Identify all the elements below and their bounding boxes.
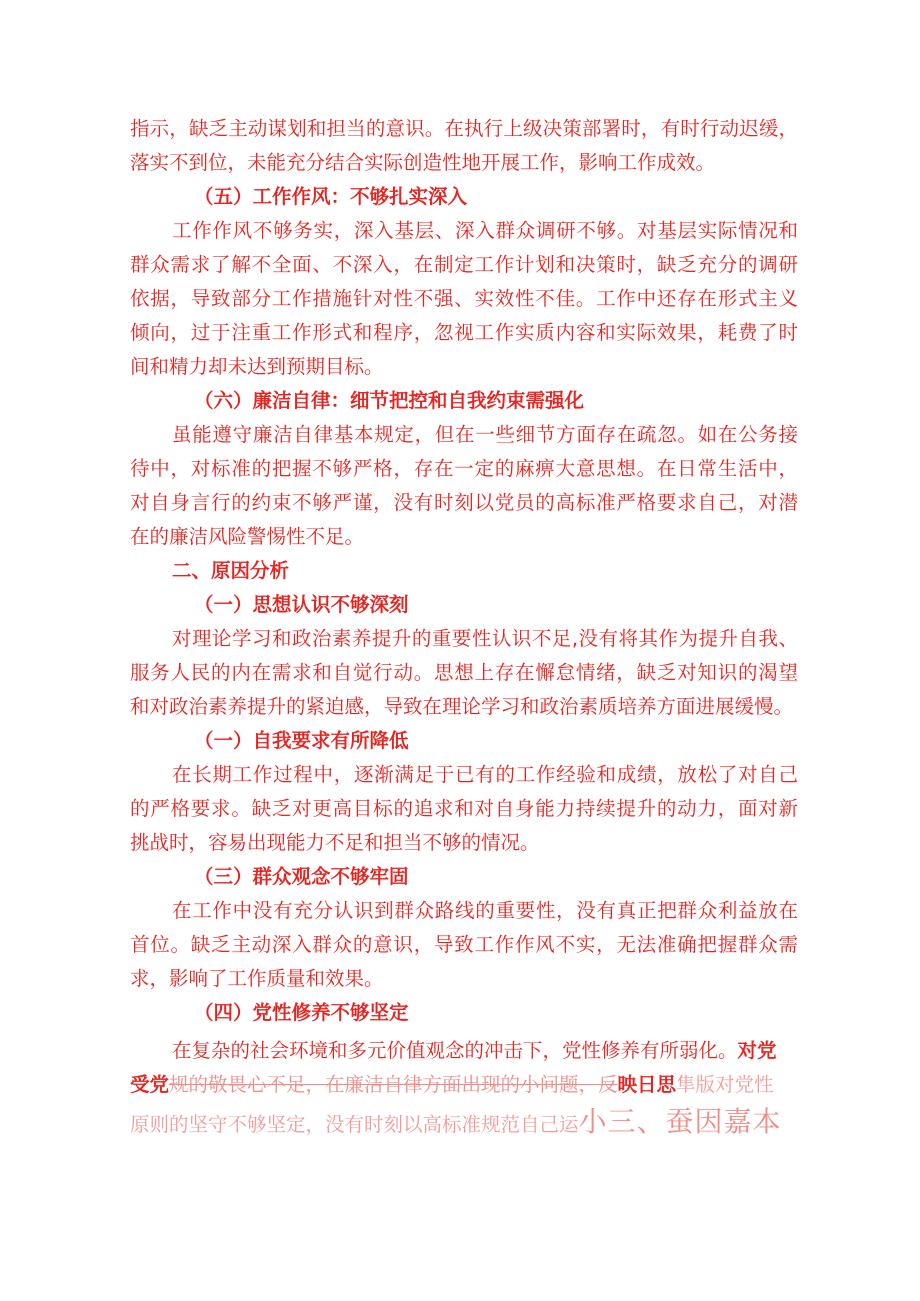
paragraph [130,1034,798,1142]
text-line: 虽能遵守廉洁自律基本规定，但在一些细节方面存在疏忽。如在公务接 [172,423,798,446]
part-heading: 二、原因分析 [172,559,290,582]
document-body [130,112,798,1142]
paragraph [130,622,798,724]
text-line: 在长期工作过程中，逐渐满足于已有的工作经验和成绩，放松了对自己 [172,763,798,786]
section-heading-5: （五）工作作风：不够扎实深入 [194,185,468,208]
paragraph [130,418,798,554]
text-line: 工作作风不够务实，深入基层、深入群众调研不够。对基层实际情况和 [172,219,798,242]
cause-heading-4: （四）党性修养不够坚定 [194,1001,409,1024]
text-run-large: 小三、蚕因嘉本 [578,1105,782,1138]
paragraph [130,112,798,180]
text-run-struck: 规的敬畏心不足，在廉洁自律方面出现的小问题，反 [169,1073,618,1096]
cause-heading-3: （三）群众观念不够牢固 [194,865,409,888]
text-line: 倾向，过于注重工作形式和程序，忽视工作实质内容和实际效果，耗费了时 [130,321,798,344]
text-run-bold: 受党 [130,1073,170,1096]
text-line: 求，影响了工作质量和效果。 [130,967,384,990]
text-line [130,1034,798,1068]
text-line: 指示，缺乏主动谋划和担当的意识。在执行上级决策部署时，有时行动迟缓， [130,117,798,140]
text-line: 和对政治素养提升的紧迫感，导致在理论学习和政治素质培养方面进展缓慢。 [130,695,794,718]
text-line: 的严格要求。缺乏对更高目标的追求和对自身能力持续提升的动力，面对新 [130,797,798,820]
text-line [130,1102,798,1142]
text-run-bold: 对党 [737,1039,777,1062]
cause-heading-1: （一）思想认识不够深刻 [194,593,409,616]
text-line: 对自身言行的约束不够严谨，没有时刻以党员的高标准严格要求自己，对潜 [130,491,798,514]
cause-heading-2: （一）自我要求有所降低 [194,729,409,752]
text-run-faded: 原则的坚守不够坚定，没有时刻以高标准规范自己运 [130,1113,579,1136]
text-line: 首位。缺乏主动深入群众的意识，导致工作作风不实，无法准确把握群众需 [130,933,798,956]
text-line: 在的廉洁风险警惕性不足。 [130,525,365,548]
text-line: 服务人民的内在需求和自觉行动。思想上存在懈怠情绪，缺乏对知识的渴望 [130,661,798,684]
text-run: 在复杂的社会环境和多元价值观念的冲击下，党性修养有所弱化。 [172,1039,738,1062]
text-line: 间和精力却未达到预期目标。 [130,355,384,378]
section-heading-6: （六）廉洁自律：细节把控和自我约束需强化 [194,389,585,412]
text-run-bold: 映日思 [617,1073,677,1096]
text-line: 挑战时，容易出现能力不足和担当不够的情况。 [130,831,540,854]
text-line: 群众需求了解不全面、不深入，在制定工作计划和决策时，缺乏充分的调研 [130,253,798,276]
text-line: 依据，导致部分工作措施针对性不强、实效性不佳。工作中还存在形式主义 [130,287,798,310]
paragraph [130,894,798,996]
paragraph [130,214,798,384]
text-line: 对理论学习和政治素养提升的重要性认识不足,没有将其作为提升自我、 [172,627,798,650]
text-line: 落实不到位，未能充分结合实际创造性地开展工作，影响工作成效。 [130,151,716,174]
text-run-faded: 隼版对党性 [676,1073,774,1096]
text-line: 待中，对标准的把握不够严格，存在一定的麻痹大意思想。在日常生活中， [130,457,798,480]
paragraph [130,758,798,860]
text-line [130,1068,798,1102]
text-line: 在工作中没有充分认识到群众路线的重要性，没有真正把群众利益放在 [172,899,798,922]
